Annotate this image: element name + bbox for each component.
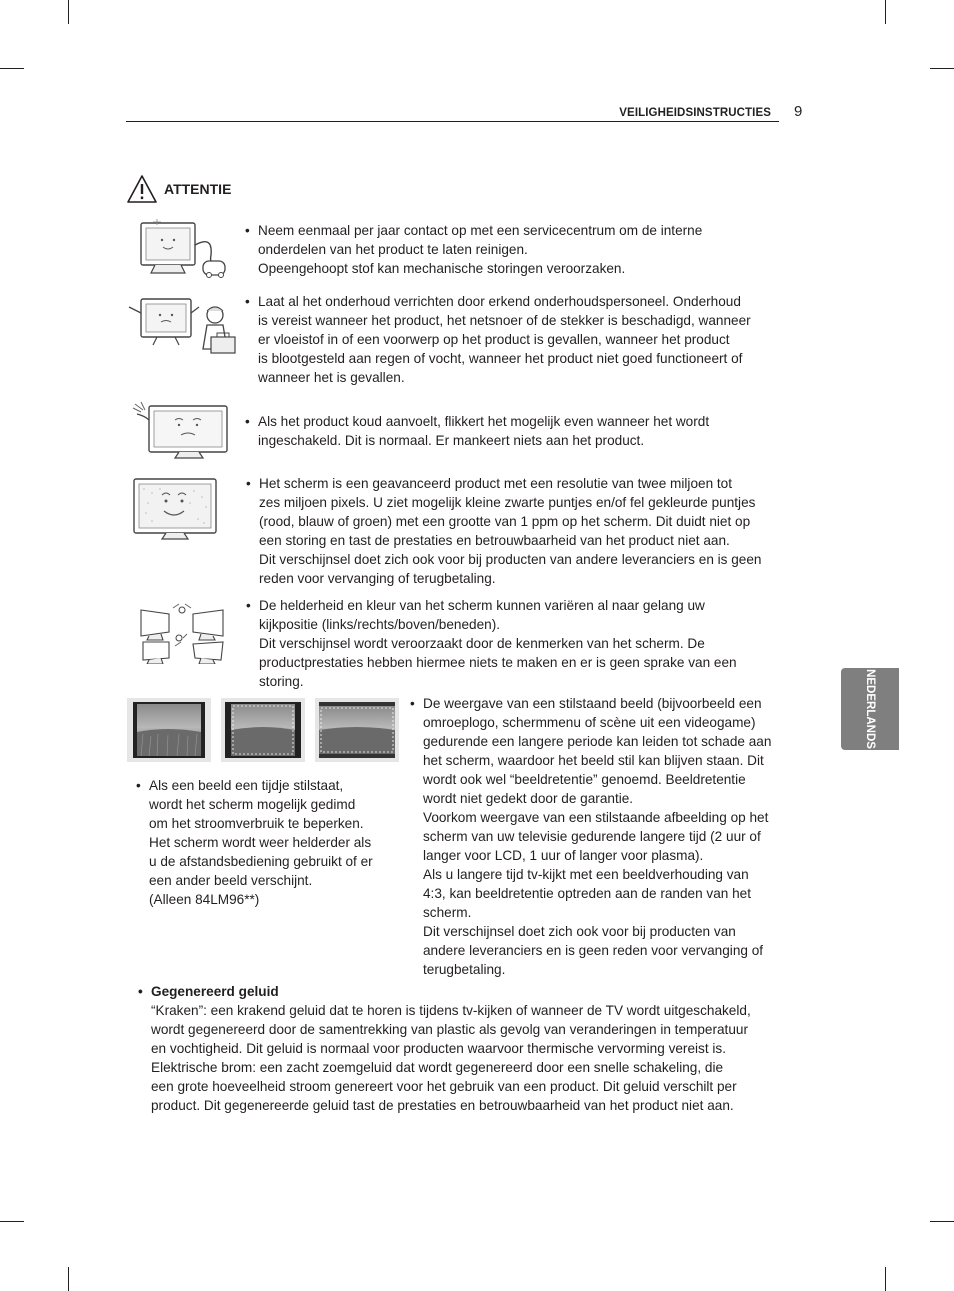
- language-tab-label: NEDERLANDS: [864, 669, 876, 749]
- list-item: [136, 776, 373, 909]
- tv-cold-illustration: [131, 400, 234, 462]
- bullet: •: [245, 414, 250, 429]
- list-item-text: De weergave van een stilstaand beeld (bijvoorbeeld een omroeplogo, schermmenu of scène uit een videogame) gedurende een langere periode kan leiden tot schade aan het scherm, waardoor het beeld stil kan blijven staan. Dit wordt ook wel “beeldretentie” genoemd. Beeldretentie wordt niet gedekt door de garantie. Voorkom weergave van een stilstaande afbeelding op het scherm van uw televisie gedurende langere tijd (2 uur of langer voor LCD, 1 uur of langer voor plasma). Als u langere tijd tv-kijkt met een beeldverhouding van 4:3, kan beeldretentie optreden aan de randen van het scherm. Dit verschijnsel doet zich ook voor bij producten van andere leveranciers en is geen reden voor vervanging of terugbetaling.: [423, 696, 772, 977]
- bullet: •: [136, 778, 141, 793]
- list-item-text: Neem eenmaal per jaar contact op met een servicecentrum om de interne onderdelen van het product te laten reinigen. Opeengehoopt stof kan mechanische storingen veroorzaken.: [258, 223, 703, 276]
- attention-label: ATTENTIE: [164, 181, 232, 197]
- viewing-angle-illustration: [135, 602, 230, 664]
- crop-mark: [930, 68, 954, 69]
- crop-mark: [0, 1221, 24, 1222]
- list-item: [246, 474, 762, 588]
- crop-mark: [68, 1267, 69, 1291]
- page-number: 9: [794, 103, 803, 120]
- crop-mark: [930, 1221, 954, 1222]
- list-item: [245, 221, 702, 278]
- list-item: [246, 596, 737, 691]
- language-tab: [841, 668, 899, 750]
- bullet: •: [246, 598, 251, 613]
- list-item-heading: Gegenereerd geluid: [151, 984, 279, 999]
- warning-triangle-icon: [126, 174, 158, 204]
- list-item-text: Als een beeld een tijdje stilstaat, wordt het scherm mogelijk gedimd om het stroomverbruik te beperken. Het scherm wordt weer helderder als u de afstandsbediening gebruikt of er een ander beeld verschijnt. (Alleen 84LM96**): [149, 778, 373, 907]
- section-title: VEILIGHEIDSINSTRUCTIES: [619, 107, 771, 119]
- list-item-text: Als het product koud aanvoelt, flikkert het mogelijk even wanneer het wordt ingeschakeld. Dit is normaal. Er mankeert niets aan het product.: [258, 414, 710, 448]
- list-item-text: “Kraken”: een krakend geluid dat te horen is tijdens tv-kijken of wanneer de TV wordt uitgeschakeld, wordt gegenereerd door de samentrekking van plastic als gevolg van veranderingen in temperatuur en vochtigheid. Dit geluid is normaal voor producten waarvoor thermische vervorming vereist is. Elektrische brom: een zacht zoemgeluid dat wordt gegenereerd door een snelle schakeling, die een grote hoeveelheid stroom genereert voor het gebruik van een product. Dit geluid verschilt per product. Dit gegenereerde geluid tast de prestaties en betrouwbaarheid van het product niet aan.: [151, 1003, 751, 1113]
- attention-heading: [126, 174, 231, 204]
- crop-mark: [0, 68, 24, 69]
- crop-mark: [885, 1267, 886, 1291]
- list-item-text: Laat al het onderhoud verrichten door erkend onderhoudspersoneel. Onderhoud is vereist wanneer het product, het netsnoer of de stekker is beschadigd, wanneer er vloeistof in of een voorwerp op het product is gevallen, wanneer het product is blootgesteld aan regen of vocht, wanneer het product niet goed functioneert of wanneer het is gevallen.: [258, 294, 751, 385]
- list-item: [410, 694, 771, 979]
- list-item: [138, 982, 751, 1115]
- tv-technician-illustration: [127, 293, 240, 363]
- tv-pixels-illustration: [132, 477, 218, 543]
- list-item: [245, 292, 751, 387]
- crop-mark: [885, 0, 886, 24]
- list-item: [245, 412, 709, 450]
- list-item-text: Het scherm is een geavanceerd product met een resolutie van twee miljoen tot zes miljoen pixels. U ziet mogelijk kleine zwarte puntjes en/of fel gekleurde puntjes (rood, blauw of groen) met een grootte van 1 ppm op het scherm. Dit duidt niet op een storing en tast de prestaties en betrouwbaarheid van het product niet aan. Dit verschijnsel doet zich ook voor bij producten van andere leveranciers en is geen reden voor vervanging of terugbetaling.: [259, 476, 762, 586]
- bullet: •: [245, 223, 250, 238]
- bullet: •: [138, 984, 143, 999]
- header-divider: [126, 121, 779, 122]
- crop-mark: [68, 0, 69, 24]
- tv-cleaning-illustration: [133, 215, 235, 281]
- bullet: •: [410, 696, 415, 711]
- list-item-text: De helderheid en kleur van het scherm kunnen variëren al naar gelang uw kijkpositie (links/rechts/boven/beneden). Dit verschijnsel wordt veroorzaakt door de kenmerken van het scherm. De productprestaties hebben hiermee niets te maken en er is geen sprake van een storing.: [259, 598, 737, 689]
- bullet: •: [246, 476, 251, 491]
- image-retention-illustration: [127, 698, 399, 762]
- bullet: •: [245, 294, 250, 309]
